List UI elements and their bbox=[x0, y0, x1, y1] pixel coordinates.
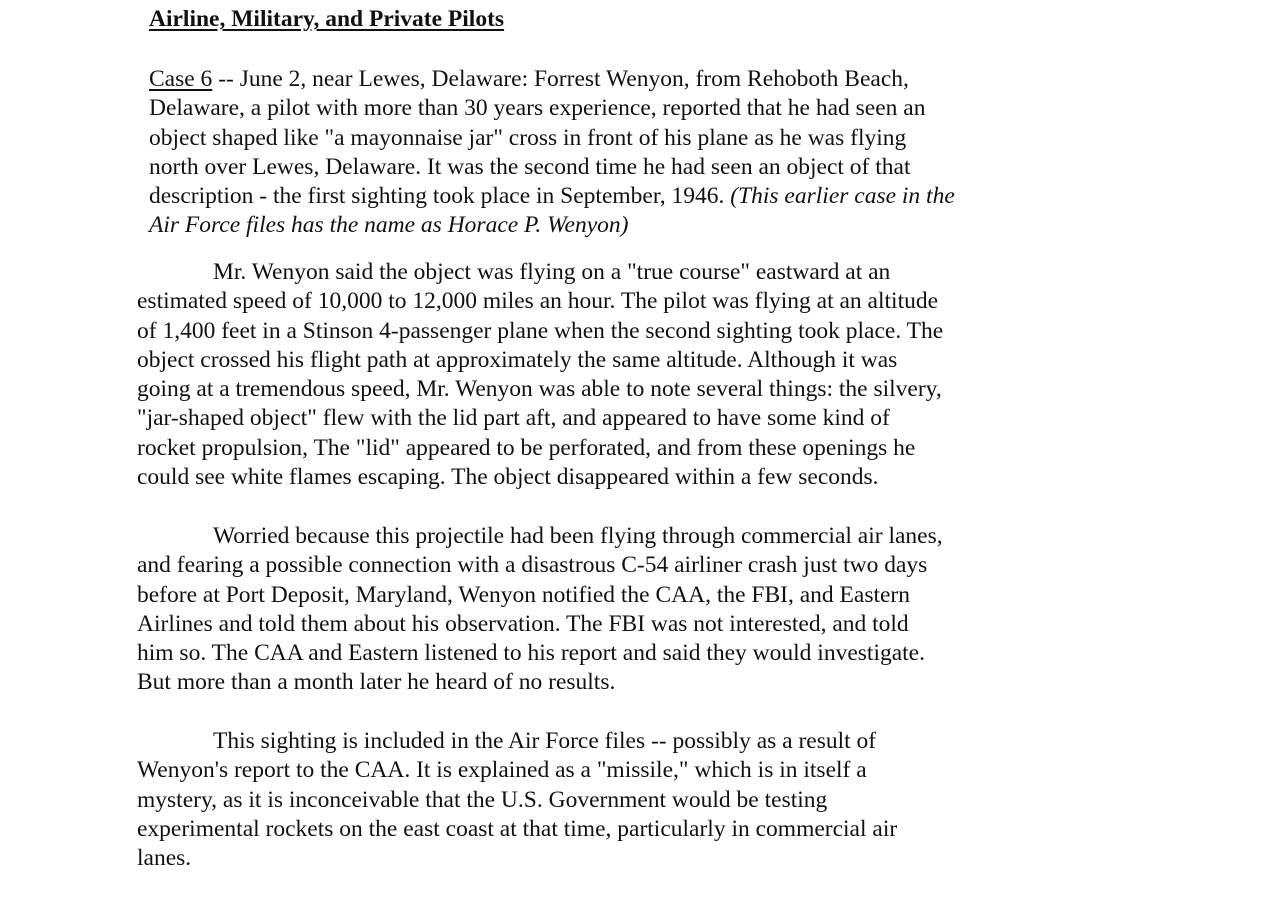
paragraph-line: could see white flames escaping. The object disappeared within a few seconds. bbox=[137, 464, 879, 491]
paragraph-line: of 1,400 feet in a Stinson 4-passenger plane when the second sighting took place. The bbox=[137, 317, 944, 344]
case-line-1 bbox=[149, 65, 1049, 94]
paragraph-line: "jar-shaped object" flew with the lid part aft, and appeared to have some kind of bbox=[137, 405, 890, 432]
paragraph-line: going at a tremendous speed, Mr. Wenyon was able to note several things: the silvery, bbox=[137, 376, 942, 403]
paragraph-line: Mr. Wenyon said the object was flying on a "true course" eastward at an bbox=[213, 259, 891, 285]
paragraph bbox=[137, 727, 1037, 873]
case-line-4: north over Lewes, Delaware. It was the second time he had seen an object of that bbox=[149, 153, 911, 180]
paragraph-line: But more than a month later he heard of no results. bbox=[137, 669, 616, 696]
case-text: -- June 2, near Lewes, Delaware: Forrest Wenyon, from Rehoboth Beach, bbox=[212, 66, 909, 92]
paragraph-line: estimated speed of 10,000 to 12,000 miles an hour. The pilot was flying at an altitude bbox=[137, 288, 939, 315]
case-italic-note-line: Air Force files has the name as Horace P. Wenyon) bbox=[149, 212, 629, 239]
case-label: Case 6 bbox=[149, 66, 213, 92]
paragraph-line: lanes. bbox=[137, 845, 192, 872]
paragraph-line: Wenyon's report to the CAA. It is explained as a "missile," which is in itself a bbox=[137, 757, 867, 784]
case-text: description - the first sighting took place in September, 1946. bbox=[149, 183, 731, 210]
paragraph-line: This sighting is included in the Air Force files -- possibly as a result of bbox=[213, 728, 877, 754]
paragraph-line: experimental rockets on the east coast at that time, particularly in commercial air bbox=[137, 815, 898, 842]
paragraph-line: and fearing a possible connection with a disastrous C-54 airliner crash just two days bbox=[137, 552, 928, 579]
section-heading: Airline, Military, and Private Pilots bbox=[149, 6, 505, 32]
paragraph-line: before at Port Deposit, Maryland, Wenyon notified the CAA, the FBI, and Eastern bbox=[137, 581, 911, 608]
case-line-5 bbox=[149, 182, 1049, 211]
case-italic-note: (This earlier case in the bbox=[730, 183, 955, 210]
case-6-block bbox=[149, 65, 1049, 241]
paragraph-line: mystery, as it is inconceivable that the U.S. Government would be testing bbox=[137, 786, 828, 813]
paragraph bbox=[137, 258, 1037, 492]
paragraph-line: Airlines and told them about his observation. The FBI was not interested, and told bbox=[137, 610, 909, 637]
paragraph-line: him so. The CAA and Eastern listened to his report and said they would investigate. bbox=[137, 640, 925, 667]
case-line-2: Delaware, a pilot with more than 30 years experience, reported that he had seen an bbox=[149, 95, 926, 122]
paragraph-line: rocket propulsion, The "lid" appeared to be perforated, and from these openings he bbox=[137, 434, 916, 461]
paragraph-line: Worried because this projectile had been flying through commercial air lanes, bbox=[213, 523, 943, 549]
case-line-3: object shaped like "a mayonnaise jar" cross in front of his plane as he was flying bbox=[149, 124, 907, 151]
paragraph-line: object crossed his flight path at approximately the same altitude. Although it was bbox=[137, 346, 898, 373]
paragraph bbox=[137, 522, 1037, 698]
